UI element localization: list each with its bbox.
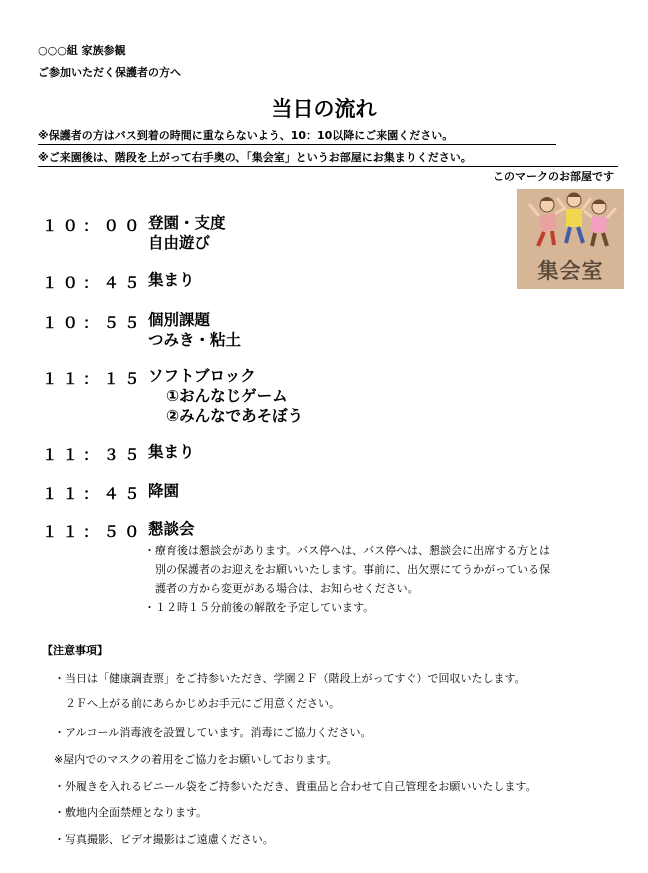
schedule-activity xyxy=(148,270,195,290)
schedule-activity xyxy=(148,442,195,462)
schedule-activity xyxy=(148,519,195,539)
schedule-time: １０：５５ xyxy=(42,314,145,332)
activity-line: 集まり xyxy=(148,271,195,289)
activity-line: 個別課題 xyxy=(148,311,211,329)
caution-item: ・敷地内全面禁煙となります。 xyxy=(54,806,208,819)
schedule-activity xyxy=(148,310,241,350)
caution-item: ・外履きを入れるビニール袋をご持参いただき、貴重品と合わせて自己管理をお願いいたします。 xyxy=(54,780,537,793)
schedule-time: １０：４５ xyxy=(42,274,145,292)
activity-line: 懇談会 xyxy=(148,520,195,538)
addressee: ご参加いただく保護者の方へ xyxy=(38,66,181,79)
caution-item: ※屋内でのマスクの着用をご協力をお願いしております。 xyxy=(54,753,338,766)
mark-caption: このマークのお部屋です xyxy=(493,170,614,183)
activity-line: 集まり xyxy=(148,443,195,461)
activity-line: ソフトブロック xyxy=(148,367,256,385)
notice-arrival-time: ※保護者の方はバス到着の時間に重ならないよう、10：10以降にご来園ください。 xyxy=(38,129,454,142)
activity-line: 自由遊び xyxy=(148,234,211,252)
caution-item: ・写真撮影、ビデオ撮影はご遠慮ください。 xyxy=(54,833,274,846)
note-line: ・１２時１５分前後の解散を予定しています。 xyxy=(144,601,375,614)
schedule-time: １１：１５ xyxy=(42,370,145,388)
schedule-time: １１：４５ xyxy=(42,485,145,503)
schedule-activity xyxy=(148,481,179,501)
note-line: ・療育後は懇談会があります。バス停へは、バス停へは、懇談会に出席する方とは xyxy=(144,544,551,557)
note-line: 別の保護者のお迎えをお願いいたします。事前に、出欠票にてうかがっている保 xyxy=(144,563,551,576)
notice-underline xyxy=(38,144,556,145)
note-line: 護者の方から変更がある場合は、お知らせください。 xyxy=(144,582,419,595)
mark-label: 集会室 xyxy=(537,259,604,283)
activity-line: つみき・粘土 xyxy=(148,331,242,349)
notice-meeting-room: ※ご来園後は、階段を上がって右手奥の、「集会室」というお部屋にお集まりください。 xyxy=(38,151,472,164)
cautions-heading: 【注意事項】 xyxy=(42,644,108,657)
page-title: 当日の流れ xyxy=(271,97,377,121)
activity-line: ②みんなであそぼう xyxy=(166,407,304,425)
notice-underline xyxy=(38,166,618,167)
meeting-room-mark xyxy=(517,189,624,289)
caution-item: ・アルコール消毒液を設置しています。消毒にご協力ください。 xyxy=(54,726,372,739)
schedule-time: １１：３５ xyxy=(42,446,145,464)
caution-item: ・当日は「健康調査票」をご持参いただき、学園２Ｆ（階段上がってすぐ）で回収いたします。 xyxy=(54,672,526,685)
schedule-time: １１：５０ xyxy=(42,523,145,541)
activity-line: 登園・支度 xyxy=(148,214,226,232)
schedule-activity xyxy=(148,366,303,426)
class-line: ○○○組 家族参観 xyxy=(38,44,126,57)
schedule-activity xyxy=(148,213,226,253)
caution-item: ２Ｆへ上がる前にあらかじめお手元にご用意ください。 xyxy=(54,697,340,710)
activity-line: 降園 xyxy=(148,482,180,500)
activity-line: ①おんなじゲーム xyxy=(166,387,288,405)
children-jumping-icon xyxy=(517,189,624,255)
schedule-time: １０：００ xyxy=(42,217,145,235)
meeting-notes xyxy=(144,541,550,617)
